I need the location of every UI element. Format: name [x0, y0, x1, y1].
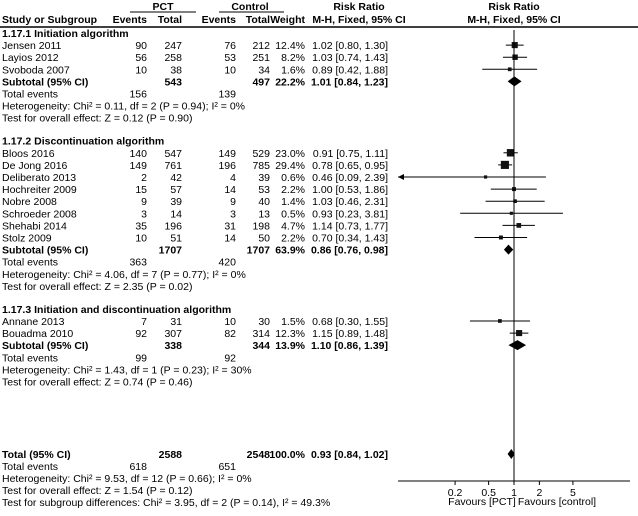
- point-estimate-marker: [498, 319, 502, 323]
- total-events-pct: 156: [129, 88, 147, 101]
- study-risk-ratio: 0.91 [0.75, 1.11]: [312, 147, 388, 160]
- study-weight: 1.5%: [281, 315, 305, 328]
- risk-ratio-plot-header: Risk Ratio: [488, 1, 540, 13]
- total-events-label: Total events: [2, 352, 59, 365]
- study-risk-ratio: 1.03 [0.46, 2.31]: [312, 196, 388, 209]
- total-risk-ratio: 0.93 [0.84, 1.02]: [310, 449, 388, 461]
- study-name: Bloos 2016: [2, 147, 55, 160]
- subtotal-risk-ratio: 1.10 [0.86, 1.39]: [310, 340, 388, 353]
- overall-effect-total-text: Test for overall effect: Z = 1.54 (P = 0.12): [2, 485, 193, 497]
- heterogeneity-text: Heterogeneity: Chi² = 1.43, df = 1 (P = 0.23); I² = 30%: [2, 364, 252, 377]
- pct-total: 42: [170, 171, 182, 184]
- control-events: 10: [224, 64, 236, 77]
- study-weight: 1.6%: [281, 64, 305, 77]
- ci-truncation-arrow: [398, 174, 404, 180]
- pct-events: 10: [135, 64, 147, 77]
- control-events: 196: [218, 159, 236, 172]
- total-events-label: Total events: [2, 88, 59, 101]
- point-estimate-marker: [516, 223, 521, 228]
- subtotal-pct-total: 338: [164, 340, 182, 353]
- study-weight: 2.2%: [281, 184, 305, 197]
- point-estimate-marker: [510, 212, 513, 215]
- total-control-total: 2548: [246, 449, 270, 461]
- pct-events: 149: [129, 159, 147, 172]
- pct-events-header: Events: [112, 14, 147, 26]
- total-pct-total: 2588: [158, 449, 182, 461]
- weight-header: Weight: [270, 14, 305, 26]
- study-weight: 0.5%: [281, 208, 305, 221]
- control-events: 31: [224, 220, 236, 233]
- overall-effect-text: Test for overall effect: Z = 0.12 (P = 0.90): [2, 112, 193, 125]
- study-weight: 29.4%: [275, 159, 305, 172]
- favours-control-label: Favours [control]: [517, 496, 597, 508]
- control-total: 50: [258, 232, 270, 245]
- pct-total: 196: [164, 220, 182, 233]
- control-events: 82: [224, 328, 236, 341]
- overall-effect-text: Test for overall effect: Z = 2.35 (P = 0.02): [2, 280, 193, 293]
- study-risk-ratio: 1.03 [0.74, 1.43]: [312, 52, 388, 65]
- subgroup-title: 1.17.1 Initiation algorithm: [2, 28, 129, 40]
- control-total: 40: [258, 196, 270, 209]
- study-risk-ratio: 0.89 [0.42, 1.88]: [312, 64, 388, 77]
- point-estimate-marker: [508, 67, 512, 71]
- study-name: Schroeder 2008: [2, 208, 77, 221]
- study-risk-ratio: 1.00 [0.53, 1.86]: [312, 184, 388, 197]
- total-weight: 100.0%: [269, 449, 305, 461]
- control-total: 198: [252, 220, 270, 233]
- pooled-estimate-diamond: [508, 76, 522, 86]
- heterogeneity-text: Heterogeneity: Chi² = 0.11, df = 2 (P = 0.94); I² = 0%: [2, 100, 245, 113]
- study-weight: 4.7%: [281, 220, 305, 233]
- subtotal-risk-ratio: 1.01 [0.84, 1.23]: [310, 76, 388, 89]
- control-events: 149: [218, 147, 236, 160]
- total-events-control: 139: [218, 88, 236, 101]
- study-name: Layios 2012: [2, 52, 59, 65]
- study-weight: 0.6%: [281, 171, 305, 184]
- study-name: Svoboda 2007: [2, 64, 70, 77]
- pct-total: 247: [164, 40, 182, 53]
- total-events-pct: 99: [135, 352, 147, 365]
- study-name: Jensen 2011: [2, 40, 62, 53]
- total-label: Total (95% CI): [2, 449, 71, 461]
- heterogeneity-text: Heterogeneity: Chi² = 4.06, df = 7 (P = 0.77); I² = 0%: [2, 268, 246, 281]
- control-events-header: Events: [201, 14, 236, 26]
- point-estimate-marker: [516, 330, 522, 336]
- pct-events: 56: [135, 52, 147, 65]
- subtotal-label: Subtotal (95% CI): [2, 340, 89, 353]
- subtotal-control-total: 497: [252, 76, 270, 89]
- subtotal-weight: 13.9%: [275, 340, 305, 353]
- study-risk-ratio: 1.15 [0.89, 1.48]: [312, 328, 388, 341]
- method-header: M-H, Fixed, 95% CI: [312, 14, 406, 26]
- pct-total: 258: [164, 52, 182, 65]
- subtotal-control-total: 344: [252, 340, 270, 353]
- study-risk-ratio: 0.78 [0.65, 0.95]: [312, 159, 388, 172]
- subtotal-control-total: 1707: [246, 244, 270, 257]
- point-estimate-marker: [499, 236, 503, 240]
- pct-total: 307: [164, 328, 182, 341]
- point-estimate-marker: [507, 149, 514, 156]
- subtotal-pct-total: 1707: [158, 244, 182, 257]
- study-weight: 12.4%: [275, 40, 305, 53]
- control-events: 53: [224, 52, 236, 65]
- total-events-control: 420: [218, 256, 236, 269]
- study-name: Stolz 2009: [2, 232, 52, 245]
- pct-total: 761: [164, 159, 182, 172]
- pct-events: 10: [135, 232, 147, 245]
- study-weight: 8.2%: [281, 52, 305, 65]
- total-events-control: 92: [224, 352, 236, 365]
- pct-events: 7: [141, 315, 147, 328]
- subgroup-title: 1.17.3 Initiation and discontinuation algorithm: [2, 303, 232, 316]
- control-events: 9: [230, 196, 236, 209]
- study-name: Bouadma 2010: [2, 328, 74, 341]
- pct-events: 90: [135, 40, 147, 53]
- study-risk-ratio: 0.68 [0.30, 1.55]: [312, 315, 388, 328]
- pct-events: 35: [135, 220, 147, 233]
- control-total-header: Total: [245, 14, 270, 26]
- study-risk-ratio: 0.46 [0.09, 2.39]: [312, 171, 388, 184]
- point-estimate-marker: [512, 54, 517, 59]
- pct-total: 14: [170, 208, 182, 221]
- study-risk-ratio: 0.70 [0.34, 1.43]: [312, 232, 388, 245]
- total-events-pct: 363: [129, 256, 147, 269]
- point-estimate-marker: [484, 175, 487, 178]
- control-events: 76: [224, 40, 236, 53]
- subtotal-pct-total: 543: [164, 76, 182, 89]
- overall-total-events-pct: 618: [129, 461, 147, 473]
- subtotal-label: Subtotal (95% CI): [2, 76, 89, 89]
- subgroup-differences-text: Test for subgroup differences: Chi² = 3.95, df = 2 (P = 0.14), I² = 49.3%: [2, 497, 331, 509]
- pct-total: 31: [170, 315, 182, 328]
- study-name: Shehabi 2014: [2, 220, 67, 233]
- overall-effect-text: Test for overall effect: Z = 0.74 (P = 0.46): [2, 376, 193, 389]
- control-total: 39: [258, 171, 270, 184]
- pct-events: 2: [141, 171, 147, 184]
- x-axis-tick-label: 2: [536, 487, 543, 499]
- study-name: Nobre 2008: [2, 196, 57, 209]
- control-total: 251: [252, 52, 270, 65]
- study-risk-ratio: 0.93 [0.23, 3.81]: [312, 208, 388, 221]
- subtotal-label: Subtotal (95% CI): [2, 244, 89, 257]
- study-column-header: Study or Subgroup: [2, 14, 98, 26]
- total-events-label: Total events: [2, 256, 59, 269]
- control-group-header: Control: [231, 1, 269, 13]
- overall-total-events-control: 651: [218, 461, 236, 473]
- pct-total: 547: [164, 147, 182, 160]
- study-risk-ratio: 1.14 [0.73, 1.77]: [312, 220, 388, 233]
- control-total: 212: [252, 40, 270, 53]
- subtotal-weight: 22.2%: [275, 76, 305, 89]
- pct-events: 140: [129, 147, 147, 160]
- control-total: 314: [252, 328, 270, 341]
- subtotal-risk-ratio: 0.86 [0.76, 0.98]: [310, 244, 388, 257]
- control-total: 30: [258, 315, 270, 328]
- control-total: 13: [258, 208, 270, 221]
- study-risk-ratio: 1.02 [0.80, 1.30]: [312, 40, 388, 53]
- pct-total: 57: [170, 184, 182, 197]
- pct-total: 39: [170, 196, 182, 209]
- study-weight: 23.0%: [275, 147, 305, 160]
- pooled-estimate-diamond: [504, 245, 513, 255]
- subgroup-title: 1.17.2 Discontinuation algorithm: [2, 135, 165, 148]
- pct-total-header: Total: [157, 14, 182, 26]
- control-events: 14: [224, 232, 236, 245]
- study-name: Annane 2013: [2, 315, 65, 328]
- control-events: 3: [230, 208, 236, 221]
- risk-ratio-header: Risk Ratio: [333, 1, 385, 13]
- x-axis-tick-label: 5: [570, 487, 576, 499]
- study-name: Hochreiter 2009: [2, 184, 77, 197]
- x-axis-tick-label: 0.2: [447, 487, 463, 499]
- x-axis-tick-label: 0.5: [481, 487, 496, 499]
- subtotal-weight: 63.9%: [275, 244, 305, 257]
- point-estimate-marker: [512, 42, 518, 48]
- study-weight: 12.3%: [275, 328, 305, 341]
- pct-events: 15: [135, 184, 147, 197]
- pct-events: 9: [141, 196, 147, 209]
- study-name: Deliberato 2013: [2, 171, 77, 184]
- pct-group-header: PCT: [152, 1, 174, 13]
- control-events: 14: [224, 184, 236, 197]
- overall-heterogeneity-text: Heterogeneity: Chi² = 9.53, df = 12 (P = 0.66); I² = 0%: [2, 473, 252, 485]
- study-weight: 1.4%: [281, 196, 305, 209]
- pooled-estimate-diamond: [508, 340, 526, 350]
- study-name: De Jong 2016: [2, 159, 68, 172]
- plot-method-header: M-H, Fixed, 95% CI: [467, 14, 561, 26]
- overall-total-events-label: Total events: [2, 461, 59, 473]
- control-total: 34: [258, 64, 270, 77]
- control-total: 53: [258, 184, 270, 197]
- control-events: 4: [230, 171, 236, 184]
- control-events: 10: [224, 315, 236, 328]
- favours-pct-label: Favours [PCT]: [448, 496, 516, 508]
- x-axis-tick-label: 1: [511, 487, 517, 499]
- pct-total: 38: [170, 64, 182, 77]
- pct-events: 3: [141, 208, 147, 221]
- pct-events: 92: [135, 328, 147, 341]
- control-total: 785: [252, 159, 270, 172]
- point-estimate-marker: [501, 161, 509, 169]
- pct-total: 51: [170, 232, 182, 245]
- control-total: 529: [252, 147, 270, 160]
- study-weight: 2.2%: [281, 232, 305, 245]
